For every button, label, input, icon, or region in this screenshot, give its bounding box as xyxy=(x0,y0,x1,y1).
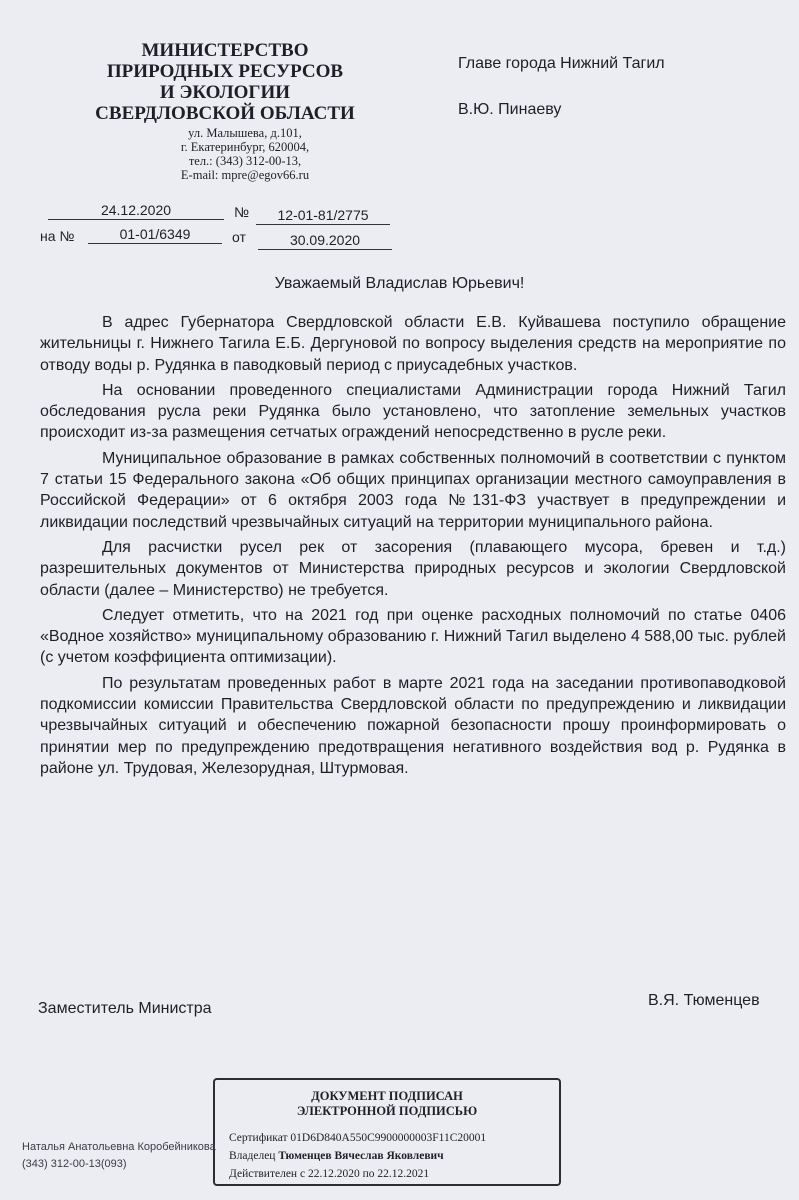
address-line: E-mail: mpre@egov66.ru xyxy=(180,168,310,182)
stamp-owner-label: Владелец xyxy=(229,1150,276,1162)
ministry-line: ПРИРОДНЫХ РЕСУРСОВ xyxy=(106,61,344,82)
address-line: тел.: (343) 312-00-13, xyxy=(188,154,302,168)
body-paragraph: В адрес Губернатора Свердловской области Е.В. Куйвашева поступило обращение жительницы г. Нижнего Тагила Е.Б. Дергуновой по вопросу выделения средств на мероприятие по отводу воды р. Рудянка в паводковый период с приусадебных участков. xyxy=(40,314,786,374)
stamp-certificate-label: Сертификат xyxy=(229,1132,288,1144)
electronic-signature-stamp xyxy=(213,1078,561,1186)
recipient-name: В.Ю. Пинаеву xyxy=(458,101,562,118)
registration-number-label: № xyxy=(234,204,250,220)
executor-info xyxy=(22,1139,216,1173)
body-paragraph: На основании проведенного специалистами Администрации города Нижний Тагил обследования русла реки Рудянка было установлено, что затопление земельных участков происходит из-за размещения сетчатых ограждений непосредственно в русле реки. xyxy=(40,381,786,442)
body-paragraph: Муниципальное образование в рамках собственных полномочий в соответствии с пунктом 7 статьи 15 Федерального закона «Об общих принципах организации местного самоуправления в Российской Федерации» от 6 октября 2003 года №131-ФЗ участвует в предупреждении и ликвидации последствий чрезвычайных ситуаций на территории муниципального района. xyxy=(40,449,786,531)
reference-date: 30.09.2020 xyxy=(258,232,392,250)
registration-date: 24.12.2020 xyxy=(48,202,224,220)
registration-number: 12-01-81/2775 xyxy=(256,207,390,225)
stamp-owner xyxy=(229,1150,444,1162)
stamp-title-line: ЭЛЕКТРОННОЙ ПОДПИСЬЮ xyxy=(296,1104,478,1118)
ministry-line: И ЭКОЛОГИИ xyxy=(159,82,291,103)
signatory-position: Заместитель Министра xyxy=(38,1000,212,1017)
stamp-title xyxy=(215,1089,559,1119)
recipient-title: Главе города Нижний Тагил xyxy=(458,55,665,72)
executor-name: Наталья Анатольевна Коробейникова xyxy=(22,1141,216,1153)
address-line: г. Екатеринбург, 620004, xyxy=(180,140,310,154)
ministry-line: МИНИСТЕРСТВО xyxy=(141,40,309,61)
ministry-address xyxy=(140,126,350,182)
ministry-line: СВЕРДЛОВСКОЙ ОБЛАСТИ xyxy=(95,103,355,124)
reference-number: 01-01/6349 xyxy=(88,226,222,244)
executor-phone: (343) 312-00-13(093) xyxy=(22,1158,127,1170)
reference-number-label: на № xyxy=(40,228,75,244)
letter-body xyxy=(40,312,786,783)
stamp-title-line: ДОКУМЕНТ ПОДПИСАН xyxy=(311,1089,463,1103)
stamp-owner-value: Тюменцев Вячеслав Яковлевич xyxy=(278,1150,444,1162)
stamp-certificate-value: 01D6D840A550C9900000003F11C20001 xyxy=(290,1132,487,1144)
body-paragraph: Для расчистки русел рек от засорения (плавающего мусора, бревен и т.д.) разрешительных документов от Министерства природных ресурсов и экологии Свердловской области (далее – Министерство) не требуется. xyxy=(40,538,786,599)
stamp-validity: Действителен с 22.12.2020 по 22.12.2021 xyxy=(229,1168,430,1180)
ministry-name xyxy=(70,40,380,124)
signatory-name: В.Я. Тюменцев xyxy=(648,992,760,1009)
stamp-certificate xyxy=(229,1132,486,1144)
body-paragraph: Следует отметить, что на 2021 год при оценке расходных полномочий по статье 0406 «Водное хозяйство» муниципальному образованию г. Нижний Тагил выделено 4 588,00 тыс. рублей (с учетом коэффициента оптимизации). xyxy=(40,606,786,667)
recipient-block xyxy=(458,55,665,147)
reference-from-label: от xyxy=(232,229,246,245)
greeting: Уважаемый Владислав Юрьевич! xyxy=(274,275,525,292)
address-line: ул. Малышева, д.101, xyxy=(188,126,302,140)
body-paragraph: По результатам проведенных работ в марте 2021 года на заседании противопаводковой подкомиссии комиссии Правительства Свердловской области по предупреждению и ликвидации чрезвычайных ситуаций и обеспечению пожарной безопасности прошу проинформировать о принятии мер по предупреждению предотвращения негативного воздействия вод р. Рудянка в районе ул. Трудовая, Железорудная, Штурмовая. xyxy=(40,674,786,777)
